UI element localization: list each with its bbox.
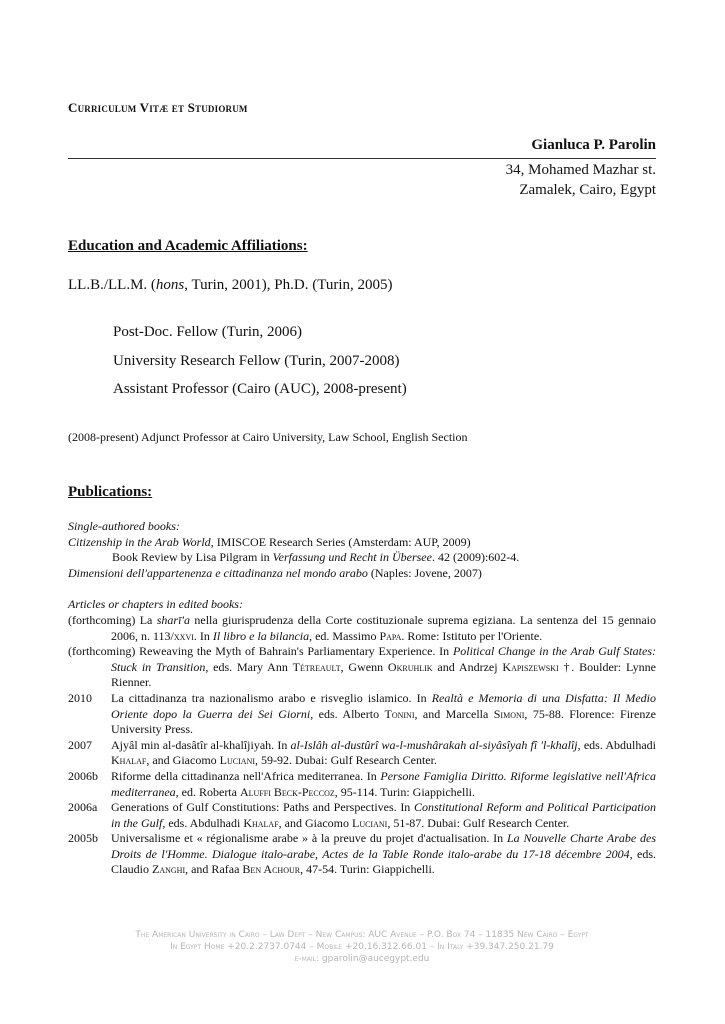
book-entry: Dimensioni dell'appartenenza e cittadinanza nel mondo arabo (Naples: Jovene, 2007) <box>68 565 482 580</box>
position-item: University Research Fellow (Turin, 2007-2008) <box>113 352 400 369</box>
article-entry: (forthcoming) La sharī'a nella giurisprudenza della Corte costituzionale suprema egiziana. La sentenza del 15 gennaio 2006, n. 113/xxvi. In Il libro e la bilancia, ed. Massimo Papa. Rome: Istituto per l'Oriente. <box>68 612 657 643</box>
adjunct-line: (2008-present) Adjunct Professor at Cairo University, Law School, English Section <box>68 430 468 444</box>
author-name: Gianluca P. Parolin <box>531 137 656 153</box>
article-year: 2007 <box>68 737 92 752</box>
article-entry: 2006a Generations of Gulf Constitutions: Paths and Perspectives. In Constitutional Reform and Political Participation in the Gulf, eds. Abdulhadi Khalaf, and Giacomo Luciani, 51-87. Dubai: Gulf Research Center. <box>68 800 656 830</box>
degree-line: LL.B./LL.M. (hons, Turin, 2001), Ph.D. (Turin, 2005) <box>68 277 393 293</box>
footer-email: gparolin@aucegypt.edu <box>321 954 430 964</box>
articles-label: Articles or chapters in edited books: <box>68 597 243 612</box>
publications-list <box>68 519 656 878</box>
article-year: 2006b <box>68 768 98 783</box>
address <box>506 160 656 200</box>
book-review-entry: Book Review by Lisa Pilgram in Verfassung und Recht in Übersee. 42 (2009):602-4. <box>112 550 520 565</box>
single-books-label: Single-authored books: <box>68 519 180 533</box>
page-footer <box>68 929 656 965</box>
article-year: 2006a <box>68 800 98 815</box>
publications-heading: Publications: <box>68 484 153 500</box>
article-year: 2005b <box>68 831 98 846</box>
address-line-1: 34, Mohamed Mazhar st. <box>505 162 656 178</box>
footer-email-line: e-mail: gparolin@aucegypt.edu <box>294 954 430 964</box>
article-entry: (forthcoming) Reweaving the Myth of Bahrain's Parliamentary Experience. In Political Change in the Arab Gulf States: Stuck in Transition, eds. Mary Ann Tétreault, Gwenn Okruhlik and Andrzej Kapiszewski †. Boulder: Lynne Rienner. <box>68 644 656 690</box>
article-entry: 2006b Riforme della cittadinanza nell'Africa mediterranea. In Persone Famiglia Diritto. Riforme legislative nell'Africa mediterranea, ed. Roberta Aluffi Beck-Peccoz, 95-114. Turin: Giappichelli. <box>68 768 656 799</box>
document-title: Curriculum Vitæ et Studiorum <box>68 100 248 115</box>
article-entry: 2005b Universalisme et « régionalisme arabe » à la preuve du projet d'actualisation. In La Nouvelle Charte Arabe des Droits de l'Homme. Dialogue italo-arabe, Actes de la Table Ronde italo-arabe du 17-18 décembre 2004, eds. Claudio Zanghi, and Rafaa Ben Achour, 47-54. Turin: Giappichelli. <box>68 831 657 877</box>
education-heading: Education and Academic Affiliations: <box>68 238 308 254</box>
positions-list <box>113 318 407 404</box>
position-item: Post-Doc. Fellow (Turin, 2006) <box>113 324 303 340</box>
footer-phones: In Egypt Home +20.2.2737.0744 – Mobile +20.16.312.66.01 – In Italy +39.347.250.21.79 <box>170 942 554 952</box>
address-line-2: Zamalek, Cairo, Egypt <box>519 182 656 198</box>
article-entry: 2007 Ajyâl min al-dasâtîr al-khalîjiyah. In al-Islâh al-dustûrî wa-l-mushârakah al-siyâsîyah fî 'l-khalîj, eds. Abdulhadi Khalaf, and Giacomo Luciani, 59-92. Dubai: Gulf Research Center. <box>68 737 656 768</box>
article-year: 2010 <box>68 690 92 705</box>
header-rule <box>68 158 656 159</box>
book-entry: Citizenship in the Arab World, IMISCOE Research Series (Amsterdam: AUP, 2009) <box>68 534 471 549</box>
position-item: Assistant Professor (Cairo (AUC), 2008-present) <box>113 381 407 397</box>
footer-address: The American University in Cairo – Law Dept – New Campus: AUC Avenue – P.O. Box 74 – 11835 New Cairo – Egypt <box>135 930 589 940</box>
article-entry: 2010 La cittadinanza tra nazionalismo arabo e risveglio islamico. In Realtà e Memoria di una Disfatta: Il Medio Oriente dopo la Guerra dei Sei Giorni, eds. Alberto Tonini, and Marcella Simoni, 75-88. Florence: Firenze University Press. <box>68 690 656 737</box>
